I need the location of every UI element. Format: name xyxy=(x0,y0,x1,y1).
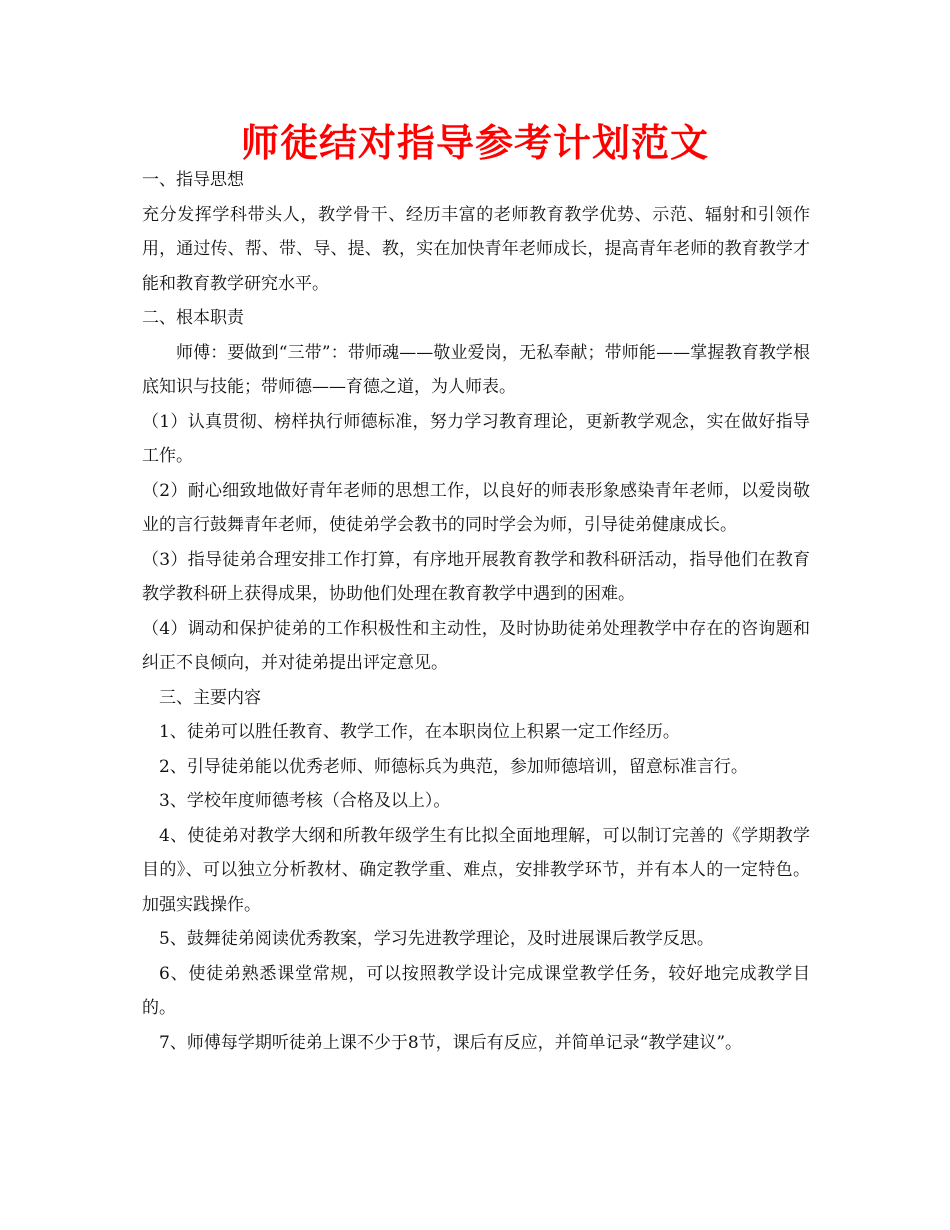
section-heading-main-content: 三、主要内容 xyxy=(159,687,261,708)
document-title: 师徒结对指导参考计划范文 xyxy=(240,121,709,165)
duty-item: （4）调动和保护徒弟的工作积极性和主动性，及时协助徒弟处理教学中存在的咨询题和纠正不良倾向，并对徒弟提出评定意见。 xyxy=(142,618,810,673)
content-item: 5、鼓舞徒弟阅读优秀教案，学习先进教学理论，及时进展课后教学反思。 xyxy=(159,929,714,949)
duty-item: （1）认真贯彻、榜样执行师德标准，努力学习教育理论，更新教学观念，实在做好指导工作。 xyxy=(142,411,810,466)
duty-item: （2）耐心细致地做好青年老师的思想工作，以良好的师表形象感染青年老师，以爱岗敬业的言行鼓舞青年老师，使徒弟学会教书的同时学会为师，引导徒弟健康成长。 xyxy=(142,480,810,535)
section-heading-basic-duties: 二、根本职责 xyxy=(142,308,244,328)
content-item: 6、使徒弟熟悉课堂常规，可以按照教学设计完成课堂教学任务，较好地完成教学目的。 xyxy=(142,963,810,1018)
section-heading-guiding-thought: 一、指导思想 xyxy=(142,170,244,190)
content-item: 3、学校年度师德考核（合格及以上）。 xyxy=(159,791,451,811)
content-item: 7、师傅每学期听徒弟上课不少于8节，课后有反应，并简单记录“教学建议”。 xyxy=(159,1032,743,1053)
content-item: 2、引导徒弟能以优秀老师、师德标兵为典范，参加师德培训，留意标准言行。 xyxy=(159,756,748,777)
document-body xyxy=(142,163,810,1060)
content-item: 1、徒弟可以胜任教育、教学工作，在本职岗位上积累一定工作经历。 xyxy=(159,722,680,742)
content-item: 4、使徒弟对教学大纲和所教年级学生有比拟全面地理解，可以制订完善的《学期教学目的》、可以独立分析教材、确定教学重、难点，安排教学环节，并有本人的一定特色。加强实践操作。 xyxy=(142,825,810,915)
paragraph-master-duties: 师傅：要做到“三带”：带师魂——敬业爱岗，无私奉献；带师能——掌握教育教学根底知识与技能；带师德——育德之道，为人师表。 xyxy=(142,342,810,397)
paragraph-guiding-thought: 充分发挥学科带头人，教学骨干、经历丰富的老师教育教学优势、示范、辐射和引领作用，通过传、帮、带、导、提、教，实在加快青年老师成长，提高青年老师的教育教学才能和教育教学研究水平。 xyxy=(142,204,810,294)
duty-item: （3）指导徒弟合理安排工作打算，有序地开展教育教学和教科研活动，指导他们在教育教学教科研上获得成果，协助他们处理在教育教学中遇到的困难。 xyxy=(142,549,810,604)
